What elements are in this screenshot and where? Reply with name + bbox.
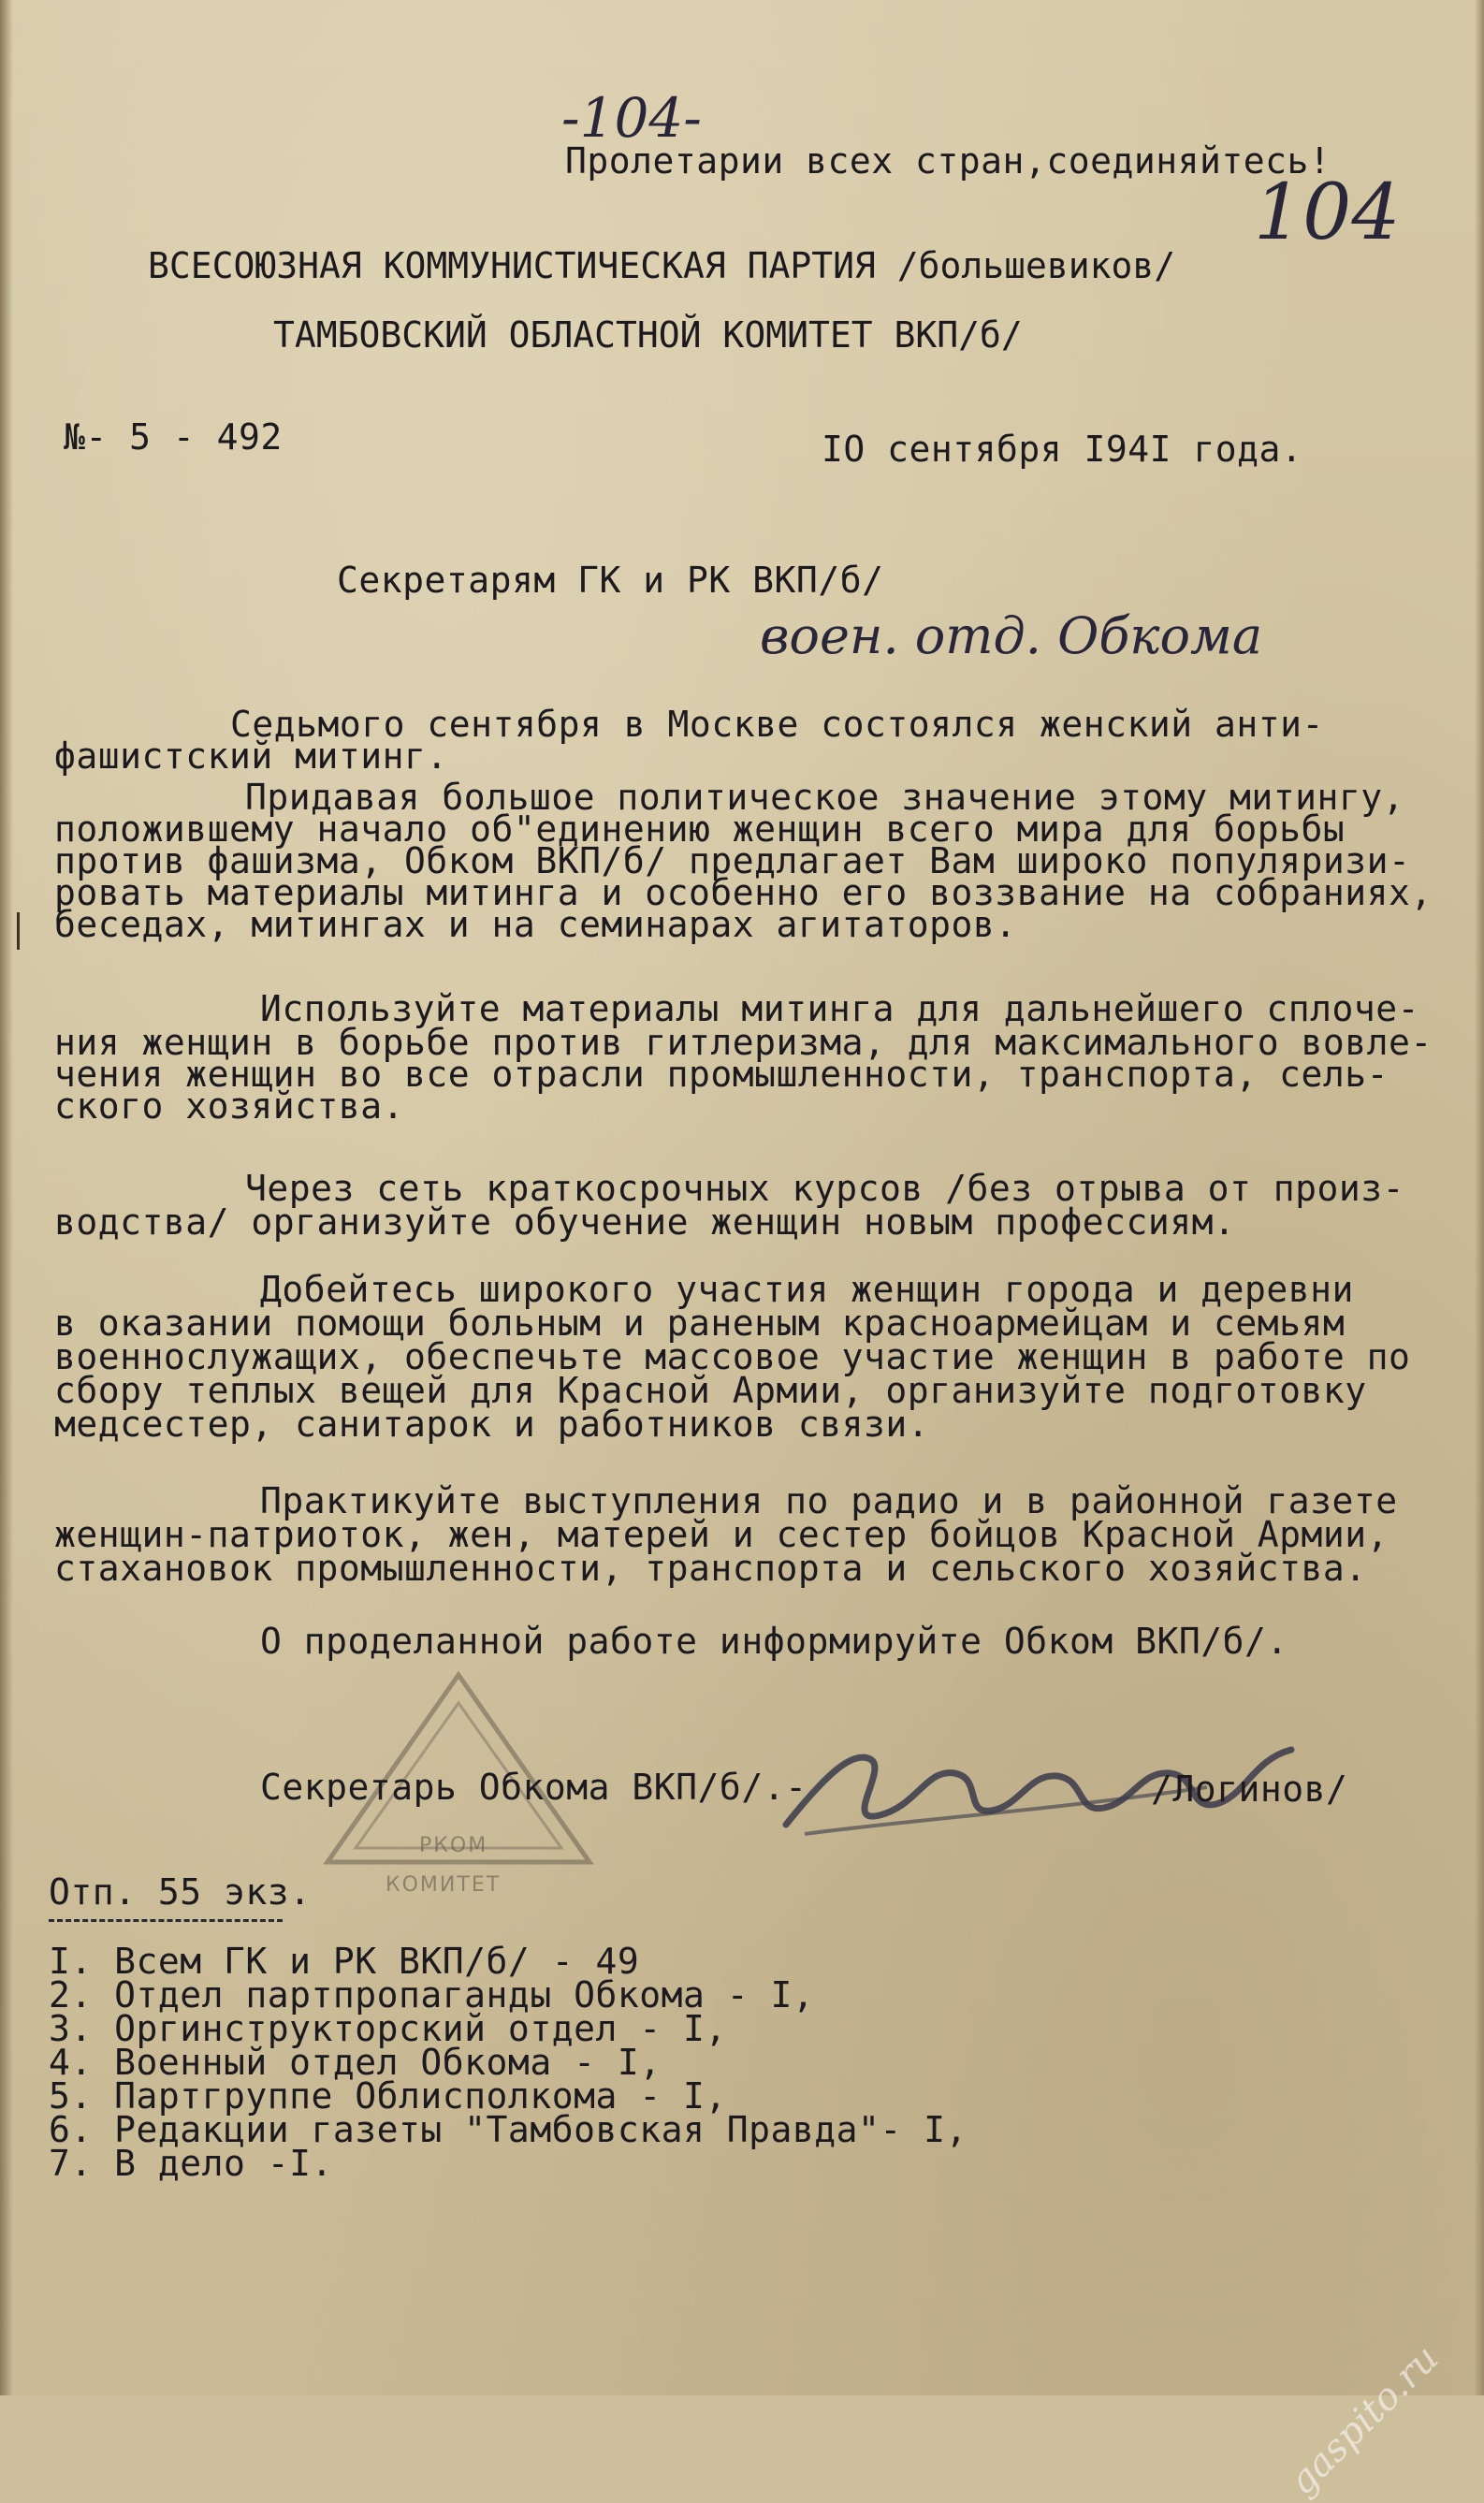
body-line: Практикуйте выступления по радио и в районной газете (260, 1480, 1398, 1521)
handwritten-page-number: 104 (1254, 168, 1401, 257)
signatory-name: /Логинов/ (1151, 1768, 1348, 1810)
distribution-item: 7. В дело -I. (49, 2143, 333, 2184)
body-line: ского хозяйства. (54, 1085, 405, 1127)
body-line: Используйте материалы митинга для дальнейшего сплоче- (260, 988, 1420, 1029)
organization-line-2: ТАМБОВСКИЙ ОБЛАСТНОЙ КОМИТЕТ ВКП/б/ (273, 314, 1023, 356)
body-line: ровать материалы митинга и особенно его воззвание на собраниях, (54, 872, 1433, 913)
body-line: ния женщин в борьбе против гитлеризма, для максимального вовле- (54, 1022, 1433, 1063)
body-line: стахановок промышленности, транспорта и сельского хозяйства. (54, 1548, 1367, 1589)
copies-count: Отп. 55 экз. (49, 1871, 312, 1913)
body-line: Седьмого сентября в Москве состоялся женский анти- (230, 704, 1324, 745)
body-line: военнослужащих, обеспечьте массовое участие женщин в работе по (54, 1336, 1411, 1377)
distribution-item: 3. Оргинструкторский отдел - I, (49, 2008, 727, 2049)
distribution-item: 2. Отдел партпропаганды Обкома - I, (49, 1974, 815, 2015)
body-line: медсестер, санитарок и работников связи. (54, 1404, 930, 1445)
archive-number: -104- (561, 86, 702, 150)
handwritten-addressee-note: воен. отд. Обкома (760, 606, 1263, 665)
body-line: Добейтесь широкого участия женщин города и деревни (260, 1269, 1354, 1310)
body-line: против фашизма, Обком ВКП/б/ предлагает Вам широко популяризи- (54, 840, 1411, 881)
page-left-edge (0, 0, 13, 2395)
organization-line-1: ВСЕСОЮЗНАЯ КОММУНИСТИЧЕСКАЯ ПАРТИЯ /большевиков/ (148, 245, 1176, 286)
body-line: фашистский митинг. (54, 735, 448, 777)
signatory-title: Секретарь Обкома ВКП/б/.- (260, 1767, 807, 1808)
body-line: в оказании помощи больным и раненым красноармейцам и семьям (54, 1302, 1346, 1344)
distribution-item: I. Всем ГК и РК ВКП/б/ - 49 (49, 1941, 640, 1982)
divider (49, 1919, 283, 1922)
body-line: О проделанной работе информируйте Обком ВКП/б/. (260, 1621, 1288, 1662)
body-line: водства/ организуйте обучение женщин новым профессиям. (54, 1201, 1236, 1243)
body-line: беседах, митингах и на семинарах агитаторов. (54, 904, 1017, 945)
document-date: IO сентября I94I года. (822, 429, 1303, 470)
stamp-text-line-2: КОМИТЕТ (386, 1873, 502, 1897)
punch-mark (17, 912, 27, 950)
body-line: положившему начало об"единению женщин всего мира для борьбы (54, 808, 1346, 850)
site-watermark: gaspito.ru (1280, 2336, 1447, 2503)
reference-number: №- 5 - 492 (64, 416, 283, 458)
distribution-item: 4. Военный отдел Обкома - I, (49, 2042, 662, 2083)
body-line: Через сеть краткосрочных курсов /без отрыва от произ- (245, 1168, 1405, 1209)
body-line: Придавая большое политическое значение этому митингу, (245, 777, 1405, 818)
distribution-item: 6. Редакции газеты "Тамбовская Правда"- I, (49, 2109, 968, 2150)
body-line: чения женщин во все отрасли промышленности, транспорта, сель- (54, 1054, 1389, 1095)
slogan: Пролетарии всех стран,соединяйтесь! (565, 140, 1331, 182)
body-line: женщин-патриоток, жен, матерей и сестер бойцов Красной Армии, (54, 1514, 1389, 1555)
page-right-edge (1475, 0, 1484, 2395)
distribution-item: 5. Партгруппе Облисполкома - I, (49, 2075, 727, 2117)
addressee: Секретарям ГК и РК ВКП/б/ (337, 560, 884, 601)
body-line: сбору теплых вещей для Красной Армии, организуйте подготовку (54, 1370, 1367, 1411)
stamp-text-line-1: РКОМ (419, 1834, 488, 1857)
